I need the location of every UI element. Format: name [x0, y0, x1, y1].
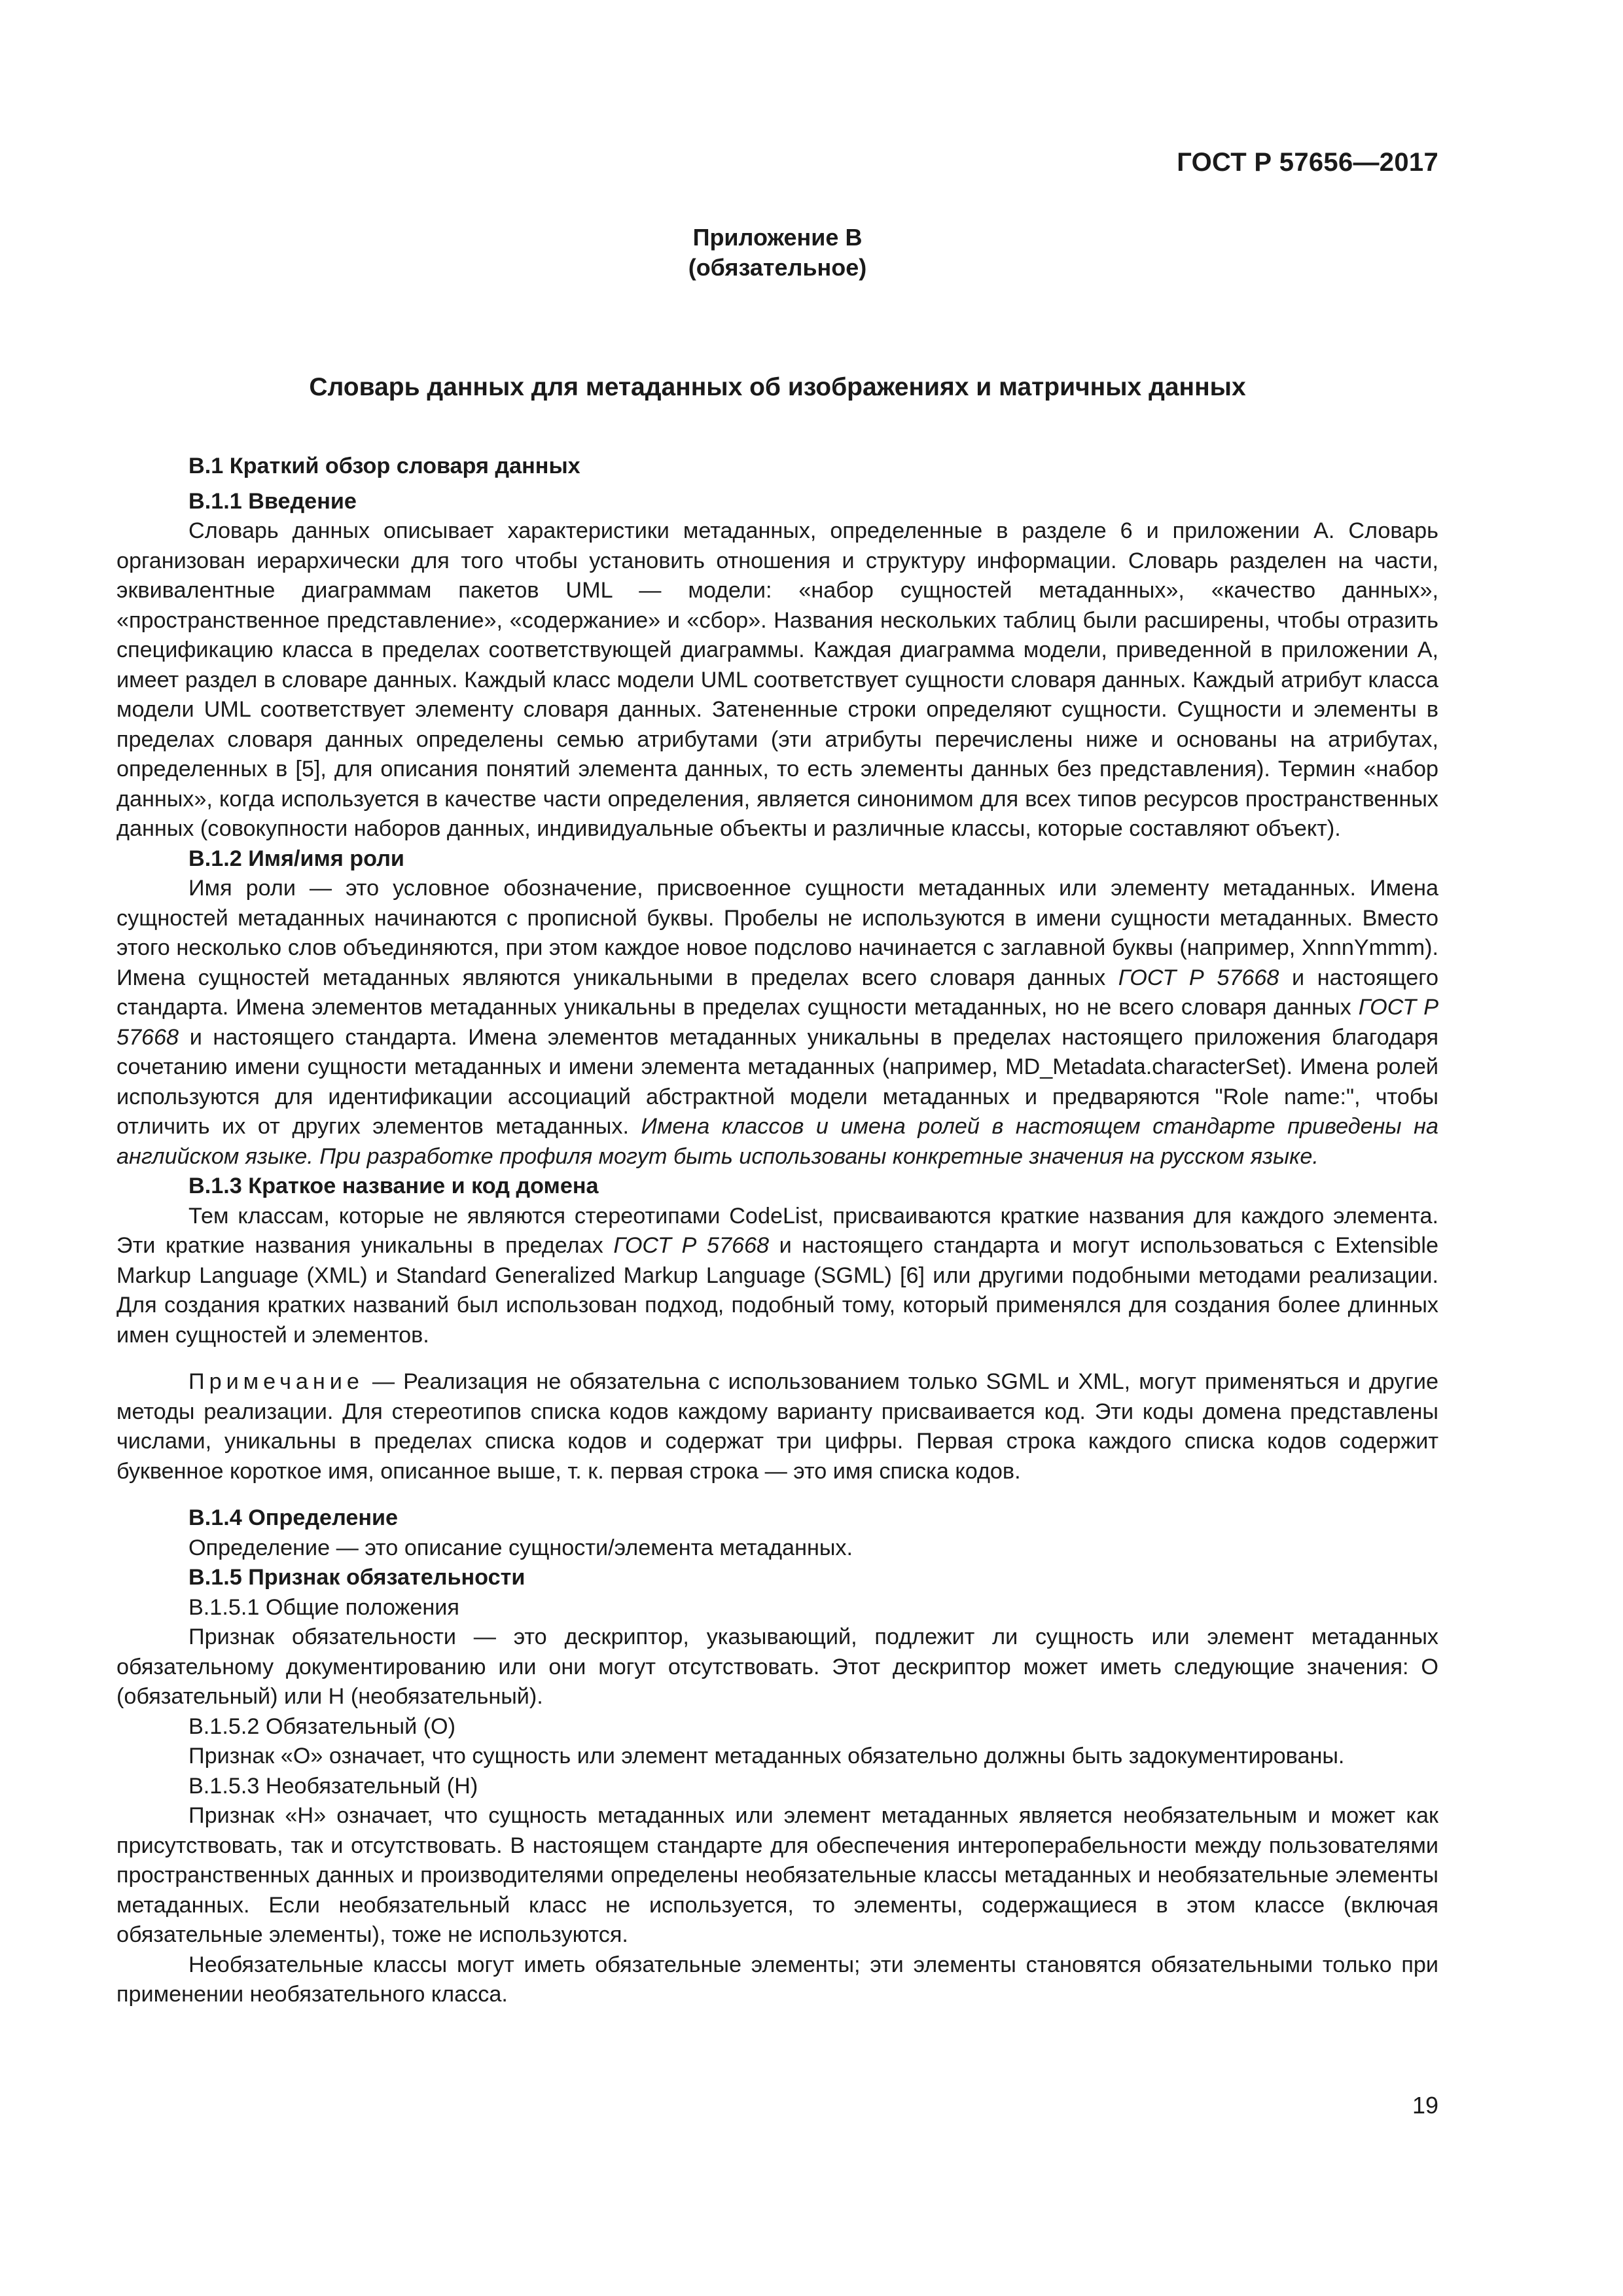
paragraph-b14: Определение — это описание сущности/элемента метаданных.	[188, 1535, 853, 1560]
document-page	[116, 0, 1438, 2296]
section-heading-b1: В.1 Краткий обзор словаря данных	[188, 454, 580, 478]
page-number: 19	[1412, 2092, 1438, 2119]
note-paragraph	[116, 1367, 1438, 1486]
section-heading-b12: В.1.2 Имя/имя роли	[188, 846, 404, 871]
section-heading-b11: В.1.1 Введение	[188, 488, 357, 514]
paragraph-b153-2: Необязательные классы могут иметь обязательные элементы; эти элементы становятся обязательными только при применении необязательного класса.	[116, 1952, 1438, 2007]
section-heading-b15: В.1.5 Признак обязательности	[188, 1565, 526, 1590]
standard-reference: ГОСТ Р 57668	[116, 995, 1438, 1050]
section-heading-b14: В.1.4 Определение	[188, 1505, 399, 1530]
page-title: Словарь данных для метаданных об изображениях и матричных данных	[309, 373, 1246, 401]
paragraph-b153: Признак «Н» означает, что сущность метаданных или элемент метаданных является необязательным и может как присутствовать, так и отсутствовать. В настоящем стандарте для обеспечения интероперабельности между пользователями пространственных данных и производителями определены необязательные классы метаданных и необязательные элементы метаданных. Если необязательный класс не используется, то элементы, содержащиеся в этом классе (включая обязательные элементы), тоже не используются.	[116, 1803, 1438, 1947]
text-span: Тем классам, которые не являются стереотипами CodeList, присваиваются краткие названия для каждого элемента. Эти краткие названия уникальны в пределах	[116, 1203, 1438, 1258]
text-span: Имя роли — это условное обозначение, присвоенное сущности метаданных или элементу метаданных. Имена сущностей метаданных начинаются с прописной буквы. Пробелы не используются в имени сущности метаданных. Вместо этого несколько слов объединяются, при этом каждое новое подслово начинается с заглавной буквы (например, XnnnYmmm). Имена сущностей метаданных являются уникальными в пределах всего словаря данных	[116, 876, 1438, 990]
section-heading-b13: В.1.3 Краткое название и код домена	[188, 1174, 599, 1198]
annex-label: Приложение В	[692, 224, 863, 251]
text-span: и настоящего стандарта. Имена элементов метаданных уникальны в пределах сущности метаданных, но не всего словаря данных	[116, 965, 1438, 1020]
subsection-heading-b152: В.1.5.2 Обязательный (О)	[188, 1713, 456, 1739]
paragraph-b11: Словарь данных описывает характеристики метаданных, определенные в разделе 6 и приложении А. Словарь организован иерархически для того чтобы установить отношения и структуру информации. Словарь разделен на части, эквивалентные диаграммам пакетов UML — модели: «набор сущностей метаданных», «качество данных», «пространственное представление», «содержание» и «сбор». Названия нескольких таблиц были расширены, чтобы отразить спецификацию класса в пределах соответствующей диаграммы. Каждая диаграмма модели, приведенной в приложении А, имеет раздел в словаре данных. Каждый класс модели UML соответствует сущности словаря данных. Каждый атрибут класса модели UML соответствует элементу словаря данных. Затененные строки определяют сущности. Сущности и элементы в пределах словаря данных определены семью атрибутами (эти атрибуты перечислены ниже и основаны на атрибутах, определенных в [5], для описания понятий элемента данных, то есть элементы данных без представления). Термин «набор данных», когда используется в качестве части определения, является синонимом для всех типов ресурсов пространственных данных (совокупности наборов данных, индивидуальные объекты и различные классы, которые составляют объект).	[116, 518, 1438, 841]
paragraph-b12	[116, 874, 1438, 1172]
document-body	[116, 452, 1438, 2010]
annex-heading	[116, 223, 1438, 283]
subsection-heading-b151: В.1.5.1 Общие положения	[188, 1594, 459, 1620]
annex-status: (обязательное)	[688, 254, 867, 281]
paragraph-b152: Признак «О» означает, что сущность или элемент метаданных обязательно должны быть задокументированы.	[188, 1744, 1345, 1768]
paragraph-b13	[116, 1202, 1438, 1351]
document-code-header: ГОСТ Р 57656—2017	[1177, 148, 1438, 177]
paragraph-b151: Признак обязательности — это дескриптор, указывающий, подлежит ли сущность или элемент метаданных обязательному документированию или они могут отсутствовать. Этот дескриптор может иметь следующие значения: О (обязательный) или Н (необязательный).	[116, 1624, 1438, 1709]
text-span: и настоящего стандарта и могут использоваться с Extensible Markup Language (XML) и Standard Generalized Markup Language (SGML) [6] или другими подобными методами реализации. Для создания кратких названий был использован подход, подобный тому, который применялся для создания более длинных имен сущностей и элементов.	[116, 1233, 1438, 1348]
note-label: Примечание	[188, 1369, 364, 1394]
standard-reference: ГОСТ Р 57668	[613, 1233, 769, 1258]
standard-reference: ГОСТ Р 57668	[1118, 965, 1279, 990]
text-span: и настоящего стандарта. Имена элементов метаданных уникальны в пределах настоящего приложения благодаря сочетанию имени сущности метаданных и имени элемента метаданных (например, MD_Metadata.characterSet). Имена ролей используются для идентификации ассоциаций абстрактной модели метаданных и предваряются "Role name:", чтобы отличить их от других элементов метаданных.	[116, 1024, 1438, 1139]
subsection-heading-b153: В.1.5.3 Необязательный (Н)	[188, 1773, 478, 1799]
italic-note: Имена классов и имена ролей в настоящем стандарте приведены на английском языке. При разработке профиля могут быть использованы конкретные значения на русском языке.	[116, 1114, 1438, 1169]
note-text: — Реализация не обязательна с использованием только SGML и XML, могут применяться и другие методы реализации. Для стереотипов списка кодов каждому варианту присваивается код. Эти коды домена представлены числами, уникальны в пределах списка кодов и содержат три цифры. Первая строка каждого списка кодов содержит буквенное короткое имя, описанное выше, т. к. первая строка — это имя списка кодов.	[116, 1369, 1438, 1484]
